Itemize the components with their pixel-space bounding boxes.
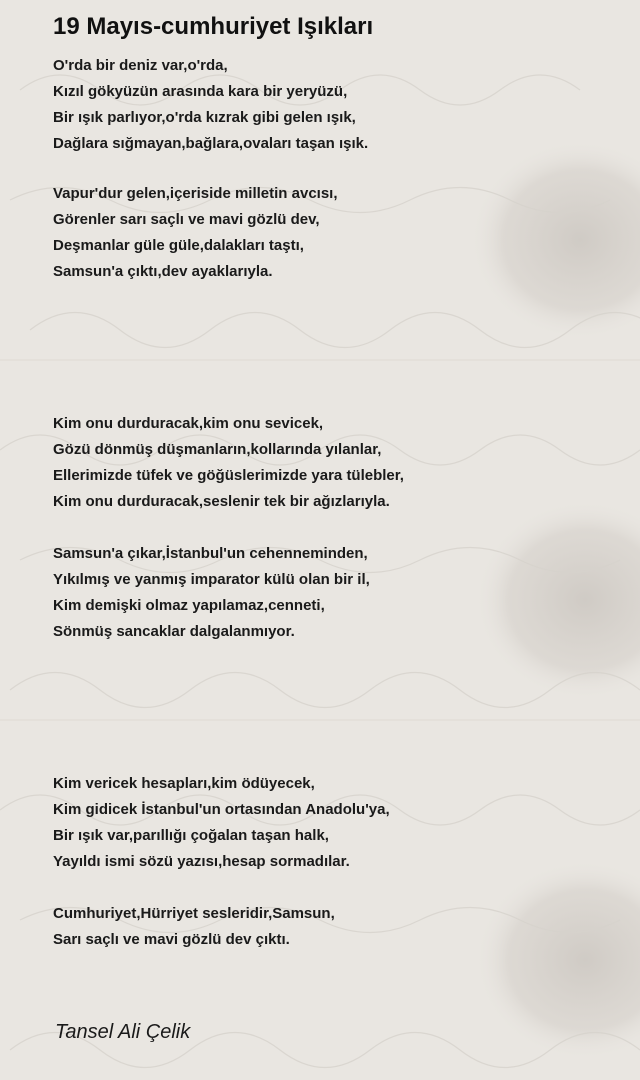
stanza-3 bbox=[53, 411, 404, 515]
poem-line: Ellerimizde tüfek ve göğüslerimizde yara tülebler, bbox=[53, 467, 404, 484]
poem-line: Cumhuriyet,Hürriyet sesleridir,Samsun, bbox=[53, 905, 335, 922]
poem-line: Kim onu durduracak,seslenir tek bir ağızlarıyla. bbox=[53, 493, 390, 510]
stanza-4 bbox=[53, 541, 370, 645]
poem-line: Yayıldı ismi sözü yazısı,hesap sormadılar. bbox=[53, 853, 350, 870]
stanza-2 bbox=[53, 181, 338, 285]
poem-line: Deşmanlar güle güle,dalakları taştı, bbox=[53, 237, 304, 254]
poem-line: Kim demişki olmaz yapılamaz,cenneti, bbox=[53, 597, 325, 614]
poem-line: Sarı saçlı ve mavi gözlü dev çıktı. bbox=[53, 931, 290, 948]
poem-author: Tansel Ali Çelik bbox=[55, 1021, 191, 1043]
poem-title: 19 Mayıs-cumhuriyet Işıkları bbox=[53, 13, 374, 40]
poem-line: Kızıl gökyüzün arasında kara bir yeryüzü, bbox=[53, 83, 348, 100]
stanza-5 bbox=[53, 771, 390, 875]
poem-line: Samsun'a çıkar,İstanbul'un cehenneminden, bbox=[53, 545, 368, 562]
poem-line: Gözü dönmüş düşmanların,kollarında yılanlar, bbox=[53, 441, 382, 458]
poem-line: Bir ışık parlıyor,o'rda kızrak gibi gelen ışık, bbox=[53, 109, 356, 126]
poem-line: Dağlara sığmayan,bağlara,ovaları taşan ışık. bbox=[53, 135, 369, 152]
poem-line: Kim gidicek İstanbul'un ortasından Anadolu'ya, bbox=[53, 801, 390, 818]
poem-line: Görenler sarı saçlı ve mavi gözlü dev, bbox=[53, 211, 320, 228]
poem-line: Vapur'dur gelen,içeriside milletin avcısı, bbox=[53, 185, 338, 202]
stanza-1 bbox=[53, 53, 368, 157]
poem-line: Kim vericek hesapları,kim ödüyecek, bbox=[53, 775, 315, 792]
poem-line: Bir ışık var,parıllığı çoğalan taşan halk, bbox=[53, 827, 329, 844]
poem-line: Kim onu durduracak,kim onu sevicek, bbox=[53, 415, 324, 432]
poem-line: Samsun'a çıktı,dev ayaklarıyla. bbox=[53, 263, 273, 280]
poem-line: O'rda bir deniz var,o'rda, bbox=[53, 57, 228, 74]
poem-line: Yıkılmış ve yanmış imparator külü olan bir il, bbox=[53, 571, 370, 588]
poem-line: Sönmüş sancaklar dalgalanmıyor. bbox=[53, 623, 295, 640]
stanza-6 bbox=[53, 901, 335, 953]
